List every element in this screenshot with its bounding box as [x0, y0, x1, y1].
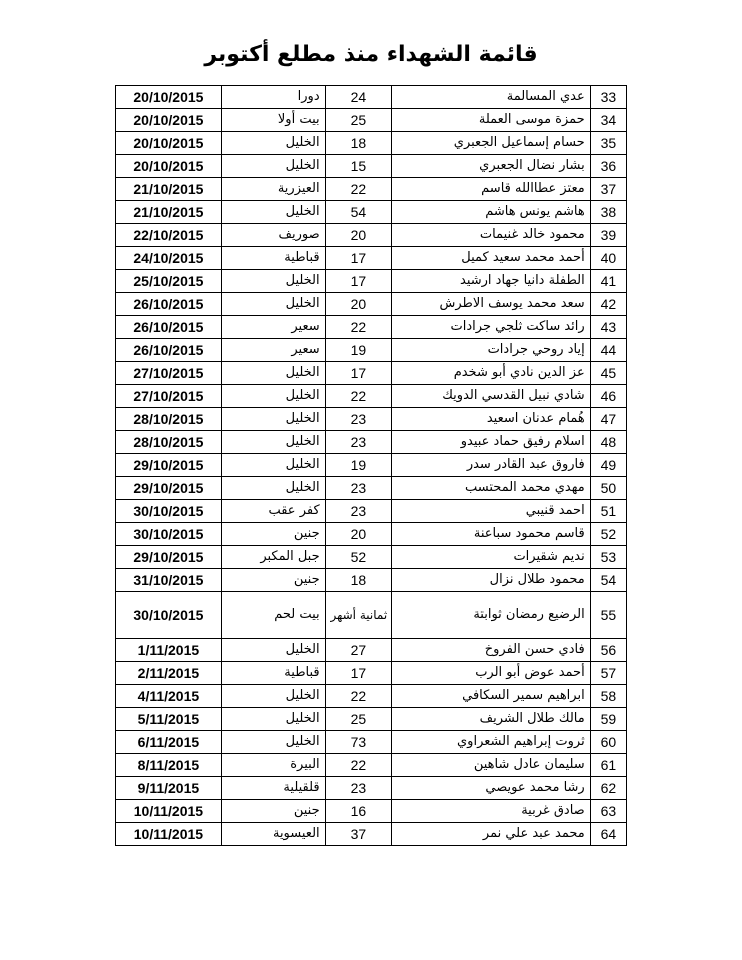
city-cell: الخليل	[221, 293, 325, 316]
name-cell: اسلام رفيق حماد عبيدو	[392, 431, 591, 454]
date-cell: 10/11/2015	[116, 800, 222, 823]
age-cell: 23	[325, 777, 392, 800]
name-cell: محمد عبد علي نمر	[392, 823, 591, 846]
age-cell: 54	[325, 201, 392, 224]
date-cell: 27/10/2015	[116, 362, 222, 385]
city-cell: الخليل	[221, 639, 325, 662]
date-cell: 6/11/2015	[116, 731, 222, 754]
age-cell: 17	[325, 270, 392, 293]
table-row	[116, 500, 627, 523]
age-cell: 22	[325, 316, 392, 339]
city-cell: قلقيلية	[221, 777, 325, 800]
date-cell: 20/10/2015	[116, 109, 222, 132]
name-cell: مهدي محمد المحتسب	[392, 477, 591, 500]
city-cell: سعير	[221, 316, 325, 339]
name-cell: بشار نضال الجعبري	[392, 155, 591, 178]
number-cell: 64	[590, 823, 626, 846]
table-row	[116, 639, 627, 662]
age-cell: 15	[325, 155, 392, 178]
city-cell: كفر عقب	[221, 500, 325, 523]
name-cell: حسام إسماعيل الجعبري	[392, 132, 591, 155]
name-cell: هُمام عدنان اسعيد	[392, 408, 591, 431]
number-cell: 53	[590, 546, 626, 569]
date-cell: 5/11/2015	[116, 708, 222, 731]
number-cell: 35	[590, 132, 626, 155]
table-row	[116, 86, 627, 109]
date-cell: 29/10/2015	[116, 477, 222, 500]
date-cell: 10/11/2015	[116, 823, 222, 846]
number-cell: 44	[590, 339, 626, 362]
city-cell: سعير	[221, 339, 325, 362]
age-cell: 23	[325, 431, 392, 454]
city-cell: الخليل	[221, 708, 325, 731]
age-cell: 19	[325, 454, 392, 477]
city-cell: بيت لحم	[221, 592, 325, 639]
date-cell: 29/10/2015	[116, 454, 222, 477]
age-cell: 24	[325, 86, 392, 109]
table-row	[116, 685, 627, 708]
date-cell: 29/10/2015	[116, 546, 222, 569]
number-cell: 60	[590, 731, 626, 754]
age-cell: 18	[325, 569, 392, 592]
table-row	[116, 569, 627, 592]
number-cell: 50	[590, 477, 626, 500]
date-cell: 28/10/2015	[116, 408, 222, 431]
city-cell: الخليل	[221, 408, 325, 431]
table-row	[116, 178, 627, 201]
age-cell: 23	[325, 477, 392, 500]
table-row	[116, 592, 627, 639]
date-cell: 20/10/2015	[116, 86, 222, 109]
city-cell: الخليل	[221, 132, 325, 155]
table-row	[116, 754, 627, 777]
date-cell: 30/10/2015	[116, 592, 222, 639]
name-cell: حمزة موسى العملة	[392, 109, 591, 132]
number-cell: 52	[590, 523, 626, 546]
name-cell: عز الدين نادي أبو شخدم	[392, 362, 591, 385]
date-cell: 31/10/2015	[116, 569, 222, 592]
city-cell: قباطية	[221, 662, 325, 685]
age-cell: 20	[325, 224, 392, 247]
table-row	[116, 800, 627, 823]
table-row	[116, 385, 627, 408]
age-cell: 22	[325, 754, 392, 777]
age-cell: 17	[325, 247, 392, 270]
table-row	[116, 109, 627, 132]
city-cell: جبل المكبر	[221, 546, 325, 569]
age-cell: 73	[325, 731, 392, 754]
age-cell: 20	[325, 523, 392, 546]
city-cell: جنين	[221, 569, 325, 592]
table-row	[116, 523, 627, 546]
date-cell: 4/11/2015	[116, 685, 222, 708]
age-cell: 23	[325, 408, 392, 431]
number-cell: 47	[590, 408, 626, 431]
name-cell: احمد قنيبي	[392, 500, 591, 523]
table-row	[116, 316, 627, 339]
age-cell: 18	[325, 132, 392, 155]
date-cell: 21/10/2015	[116, 178, 222, 201]
age-cell: 25	[325, 109, 392, 132]
number-cell: 41	[590, 270, 626, 293]
date-cell: 22/10/2015	[116, 224, 222, 247]
table-row	[116, 708, 627, 731]
table-row	[116, 362, 627, 385]
name-cell: ابراهيم سمير السكافي	[392, 685, 591, 708]
age-cell: 27	[325, 639, 392, 662]
table-row	[116, 777, 627, 800]
age-cell: 23	[325, 500, 392, 523]
date-cell: 26/10/2015	[116, 339, 222, 362]
name-cell: رشا محمد عويصي	[392, 777, 591, 800]
number-cell: 59	[590, 708, 626, 731]
number-cell: 46	[590, 385, 626, 408]
page-title: قائمة الشهداء منذ مطلع أكتوبر	[204, 42, 538, 67]
city-cell: الخليل	[221, 431, 325, 454]
name-cell: قاسم محمود سباعنة	[392, 523, 591, 546]
date-cell: 25/10/2015	[116, 270, 222, 293]
city-cell: الخليل	[221, 201, 325, 224]
city-cell: العيسوية	[221, 823, 325, 846]
city-cell: دورا	[221, 86, 325, 109]
city-cell: الخليل	[221, 731, 325, 754]
table-row	[116, 224, 627, 247]
number-cell: 45	[590, 362, 626, 385]
age-cell: 37	[325, 823, 392, 846]
number-cell: 62	[590, 777, 626, 800]
city-cell: العيزرية	[221, 178, 325, 201]
table-row	[116, 247, 627, 270]
city-cell: بيت أولا	[221, 109, 325, 132]
number-cell: 51	[590, 500, 626, 523]
table-row	[116, 546, 627, 569]
name-cell: صادق غربية	[392, 800, 591, 823]
number-cell: 36	[590, 155, 626, 178]
name-cell: أحمد محمد سعيد كميل	[392, 247, 591, 270]
number-cell: 33	[590, 86, 626, 109]
date-cell: 8/11/2015	[116, 754, 222, 777]
name-cell: سعد محمد يوسف الاطرش	[392, 293, 591, 316]
number-cell: 61	[590, 754, 626, 777]
date-cell: 26/10/2015	[116, 293, 222, 316]
name-cell: عدي المسالمة	[392, 86, 591, 109]
number-cell: 54	[590, 569, 626, 592]
name-cell: مالك طلال الشريف	[392, 708, 591, 731]
city-cell: الخليل	[221, 477, 325, 500]
number-cell: 55	[590, 592, 626, 639]
city-cell: جنين	[221, 523, 325, 546]
table-row	[116, 731, 627, 754]
martyrs-table	[115, 85, 627, 846]
number-cell: 34	[590, 109, 626, 132]
city-cell: قباطية	[221, 247, 325, 270]
date-cell: 20/10/2015	[116, 155, 222, 178]
name-cell: هاشم يونس هاشم	[392, 201, 591, 224]
date-cell: 30/10/2015	[116, 500, 222, 523]
table-row	[116, 339, 627, 362]
number-cell: 43	[590, 316, 626, 339]
age-cell: 16	[325, 800, 392, 823]
name-cell: الطفلة دانيا جهاد ارشيد	[392, 270, 591, 293]
table-row	[116, 132, 627, 155]
name-cell: ثروت إبراهيم الشعراوي	[392, 731, 591, 754]
number-cell: 48	[590, 431, 626, 454]
name-cell: فاروق عبد القادر سدر	[392, 454, 591, 477]
age-cell: 22	[325, 685, 392, 708]
city-cell: صوريف	[221, 224, 325, 247]
age-cell: 19	[325, 339, 392, 362]
number-cell: 42	[590, 293, 626, 316]
age-cell: ثمانية أشهر	[325, 592, 392, 639]
number-cell: 57	[590, 662, 626, 685]
city-cell: الخليل	[221, 685, 325, 708]
age-cell: 25	[325, 708, 392, 731]
name-cell: فادي حسن الفروخ	[392, 639, 591, 662]
age-cell: 20	[325, 293, 392, 316]
table-row	[116, 155, 627, 178]
city-cell: الخليل	[221, 155, 325, 178]
table-row	[116, 823, 627, 846]
age-cell: 52	[325, 546, 392, 569]
date-cell: 21/10/2015	[116, 201, 222, 224]
date-cell: 24/10/2015	[116, 247, 222, 270]
date-cell: 2/11/2015	[116, 662, 222, 685]
table-body	[116, 86, 627, 846]
date-cell: 26/10/2015	[116, 316, 222, 339]
table-row	[116, 477, 627, 500]
name-cell: معتز عطاالله قاسم	[392, 178, 591, 201]
date-cell: 20/10/2015	[116, 132, 222, 155]
age-cell: 17	[325, 362, 392, 385]
number-cell: 56	[590, 639, 626, 662]
name-cell: الرضيع رمضان ثوابتة	[392, 592, 591, 639]
number-cell: 39	[590, 224, 626, 247]
age-cell: 22	[325, 178, 392, 201]
date-cell: 28/10/2015	[116, 431, 222, 454]
name-cell: إياد روحي جرادات	[392, 339, 591, 362]
name-cell: محمود خالد غنيمات	[392, 224, 591, 247]
table-row	[116, 431, 627, 454]
table-row	[116, 201, 627, 224]
number-cell: 58	[590, 685, 626, 708]
name-cell: شادي نبيل القدسي الدويك	[392, 385, 591, 408]
number-cell: 63	[590, 800, 626, 823]
name-cell: أحمد عوض أبو الرب	[392, 662, 591, 685]
city-cell: الخليل	[221, 385, 325, 408]
table-row	[116, 454, 627, 477]
number-cell: 49	[590, 454, 626, 477]
age-cell: 17	[325, 662, 392, 685]
number-cell: 38	[590, 201, 626, 224]
city-cell: الخليل	[221, 362, 325, 385]
table-row	[116, 408, 627, 431]
number-cell: 37	[590, 178, 626, 201]
date-cell: 9/11/2015	[116, 777, 222, 800]
number-cell: 40	[590, 247, 626, 270]
date-cell: 30/10/2015	[116, 523, 222, 546]
age-cell: 22	[325, 385, 392, 408]
city-cell: الخليل	[221, 454, 325, 477]
city-cell: البيرة	[221, 754, 325, 777]
table-row	[116, 662, 627, 685]
date-cell: 27/10/2015	[116, 385, 222, 408]
name-cell: سليمان عادل شاهين	[392, 754, 591, 777]
name-cell: نديم شقيرات	[392, 546, 591, 569]
table-row	[116, 293, 627, 316]
city-cell: جنين	[221, 800, 325, 823]
city-cell: الخليل	[221, 270, 325, 293]
name-cell: رائد ساكت ثلجي جرادات	[392, 316, 591, 339]
table-row	[116, 270, 627, 293]
name-cell: محمود طلال نزال	[392, 569, 591, 592]
date-cell: 1/11/2015	[116, 639, 222, 662]
